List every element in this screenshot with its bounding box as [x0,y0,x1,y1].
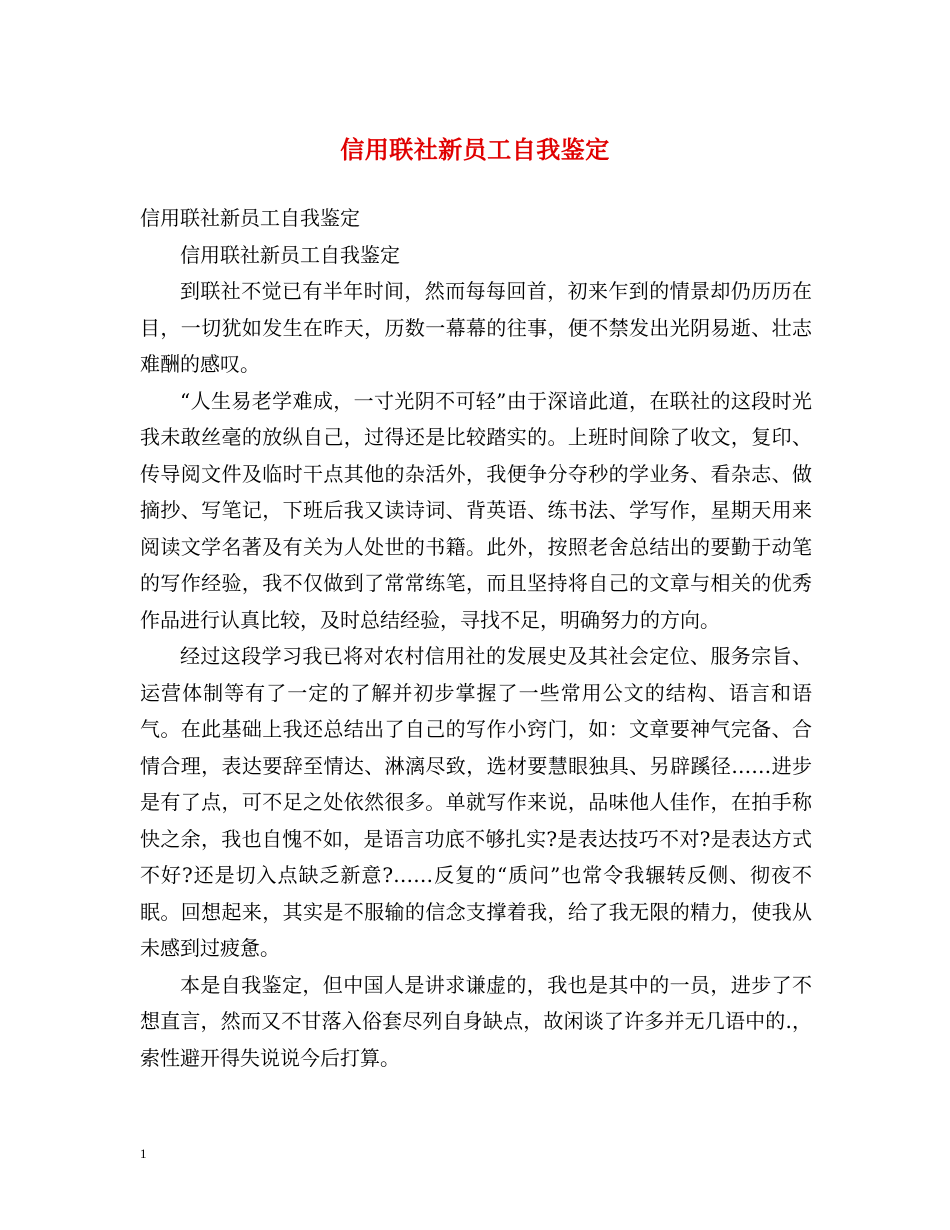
subtitle-plain: 信用联社新员工自我鉴定 [140,206,360,230]
document-title: 信用联社新员工自我鉴定 [340,135,610,164]
paragraph-3: 经过这段学习我已将对农村信用社的发展史及其社会定位、服务宗旨、运营体制等有了一定的了解并初步掌握了一些常用公文的结构、语言和语气。在此基础上我还总结出了自己的写作小窍门，如：文章要神气完备、合情合理，表达要辞至情达、淋漓尽致，选材要慧眼独具、另辟蹊径……进步是有了点，可不足之处依然很多。单就写作来说，品味他人佳作，在拍手称快之余，我也自愧不如，是语言功底不够扎实?是表达技巧不对?是表达方式不好?还是切入点缺乏新意?……反复的“质问”也常令我辗转反侧、彻夜不眠。回想起来，其实是不服输的信念支撑着我，给了我无限的精力，使我从未感到过疲惫。 [140,644,812,960]
subtitle-indented: 信用联社新员工自我鉴定 [180,242,400,267]
paragraph-2: “人生易老学难成，一寸光阴不可轻”由于深谙此道，在联社的这段时光我未敢丝毫的放纵自己，过得还是比较踏实的。上班时间除了收文，复印、传导阅文件及临时干点其他的杂活外，我便争分夺秒的学业务、看杂志、做摘抄、写笔记，下班后我又读诗词、背英语、练书法、学写作，星期天用来阅读文学名著及有关为人处世的书籍。此外，按照老舍总结出的要勤于动笔的写作经验，我不仅做到了常常练笔，而且坚持将自己的文章与相关的优秀作品进行认真比较，及时总结经验，寻找不足，明确努力的方向。 [140,388,812,632]
document-body [140,200,812,1076]
paragraph-1: 到联社不觉已有半年时间，然而每每回首，初来乍到的情景却仍历历在目，一切犹如发生在昨天，历数一幕幕的往事，便不禁发出光阴易逝、壮志难酬的感叹。 [140,279,812,376]
paragraph-4: 本是自我鉴定，但中国人是讲求谦虚的，我也是其中的一员，进步了不想直言，然而又不甘落入俗套尽列自身缺点，故闲谈了许多并无几语中的.，索性避开得失说说今后打算。 [140,972,812,1070]
page-number: 1 [140,1146,147,1161]
